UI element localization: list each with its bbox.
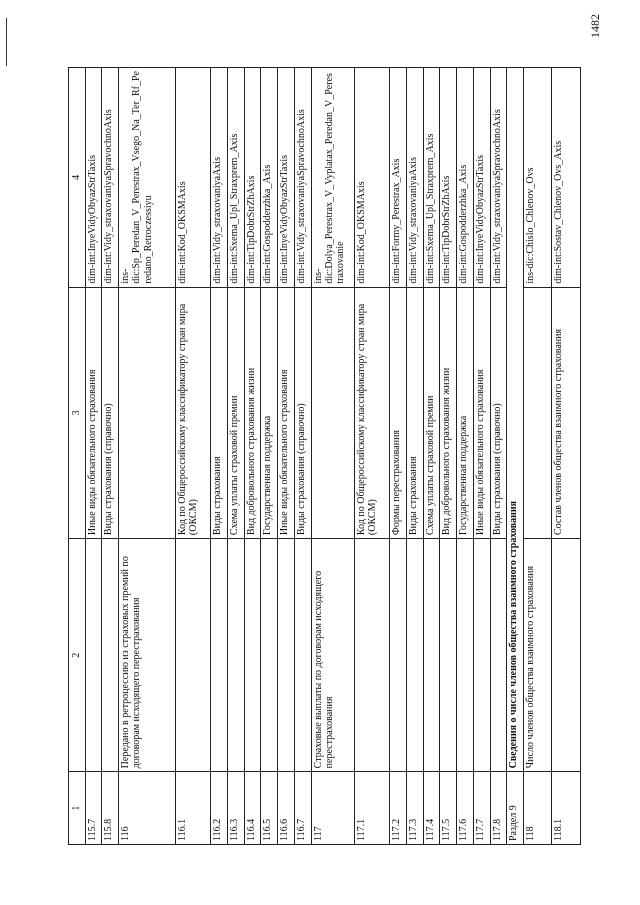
table-row — [261, 68, 278, 845]
indicator-name-cell — [244, 539, 261, 772]
table-row — [423, 68, 440, 845]
indicator-name-cell: Передано в ретроцессию из страховых премий по договорам исходящего перестрахования — [119, 539, 176, 772]
dimension-cell: Виды страхования — [406, 287, 423, 538]
code-cell: ins-dic:Chislo_Chlenov_Ovs — [524, 68, 552, 288]
dimension-cell: Схема уплаты страховой премии — [228, 287, 245, 538]
section-label: Раздел 9 — [507, 772, 524, 845]
row-number-cell: 118.1 — [552, 772, 581, 845]
table-row — [406, 68, 423, 845]
dimension-cell: Виды страхования (справочно) — [294, 287, 311, 538]
row-number-cell: 117.2 — [390, 772, 407, 845]
table-row — [244, 68, 261, 845]
section-title: Сведения о числе членов общества взаимного страхования — [507, 68, 524, 772]
dimension-cell: Иные виды обязательного страхования — [473, 287, 490, 538]
table-row — [175, 68, 210, 845]
row-number-cell: 117.6 — [457, 772, 474, 845]
row-number-cell: 117.5 — [440, 772, 457, 845]
dimension-cell: Схема уплаты страховой премии — [423, 287, 440, 538]
row-number-cell: 117.8 — [490, 772, 507, 845]
row-number-cell: 116.2 — [211, 772, 228, 845]
dimension-cell — [311, 287, 354, 538]
code-cell: dim-int:Kod_OKSMAxis — [175, 68, 210, 288]
row-number-cell: 116.7 — [294, 772, 311, 845]
table-header-row — [69, 68, 86, 845]
indicator-name-cell — [102, 539, 119, 772]
dimension-cell — [119, 287, 176, 538]
dimension-cell — [524, 287, 552, 538]
row-number-cell: 117.3 — [406, 772, 423, 845]
dimension-cell: Вид добровольного страхования жизни — [440, 287, 457, 538]
indicator-name-cell — [294, 539, 311, 772]
table-row — [473, 68, 490, 845]
table-row — [311, 68, 354, 845]
table-row — [211, 68, 228, 845]
code-cell: dim-int:InyeVidyObyazStrTaxis — [278, 68, 295, 288]
dimension-cell: Вид добровольного страхования жизни — [244, 287, 261, 538]
code-cell: dim-int:Gospodderzhka_Axis — [261, 68, 278, 288]
margin-mark — [6, 18, 7, 66]
table-container — [68, 67, 581, 845]
code-cell: dim-int:InyeVidyObyazStrTaxis — [85, 68, 102, 288]
row-number-cell: 116.4 — [244, 772, 261, 845]
code-cell: dim-int:Vidy_straxovaniyaSpravochnoAxis — [294, 68, 311, 288]
dimension-cell: Иные виды обязательного страхования — [278, 287, 295, 538]
code-cell: dim-int:Vidy_straxovaniyaSpravochnoAxis — [102, 68, 119, 288]
row-number-cell: 118 — [524, 772, 552, 845]
indicator-name-cell — [228, 539, 245, 772]
row-number-cell: 117.1 — [354, 772, 389, 845]
table-row — [228, 68, 245, 845]
row-number-cell: 115.8 — [102, 772, 119, 845]
dimension-cell: Виды страхования (справочно) — [490, 287, 507, 538]
dimension-cell: Код по Общероссийскому классификатору стран мира (ОКСМ) — [175, 287, 210, 538]
row-number-cell: 115.7 — [85, 772, 102, 845]
code-cell: ins-dic:Dolya_Perestrax_V_Vyplatax_Peredan_V_Perestraxovanie — [311, 68, 354, 288]
code-cell: dim-int:Vidy_straxovaniyaAxis — [211, 68, 228, 288]
code-cell: dim-int:Sxema_Upl_Straxprem_Axis — [228, 68, 245, 288]
dimension-cell: Формы перестрахования — [390, 287, 407, 538]
table-row — [552, 68, 581, 845]
row-number-cell: 116.5 — [261, 772, 278, 845]
table-row — [457, 68, 474, 845]
indicator-name-cell — [423, 539, 440, 772]
indicator-name-cell — [406, 539, 423, 772]
indicator-name-cell — [175, 539, 210, 772]
code-cell: dim-int:TipDobrStrZhAxis — [244, 68, 261, 288]
table-row — [102, 68, 119, 845]
indicator-name-cell — [473, 539, 490, 772]
table-row — [354, 68, 389, 845]
code-cell: ins-dic:Sp_Peredan_V_Perestrax_Vsego_Na_Ter_Rf_Peredano_Retroczessiyu — [119, 68, 176, 288]
table-row — [85, 68, 102, 845]
indicator-name-cell — [440, 539, 457, 772]
row-number-cell: 117.4 — [423, 772, 440, 845]
code-cell: dim-int:InyeVidyObyazStrTaxis — [473, 68, 490, 288]
table-row — [490, 68, 507, 845]
table-body — [69, 68, 581, 845]
row-number-cell: 116.6 — [278, 772, 295, 845]
table-row — [390, 68, 407, 845]
indicator-name-cell: Страховые выплаты по договорам исходящего перестрахования — [311, 539, 354, 772]
section-row — [507, 68, 524, 845]
dimension-cell: Государственная поддержка — [261, 287, 278, 538]
dimension-cell: Код по Общероссийскому классификатору стран мира (ОКСМ) — [354, 287, 389, 538]
table-row — [119, 68, 176, 845]
indicator-name-cell — [552, 539, 581, 772]
code-cell: dim-int:Gospodderzhka_Axis — [457, 68, 474, 288]
column-header: 3 — [69, 287, 86, 538]
code-cell: dim-int:Sxema_Upl_Straxprem_Axis — [423, 68, 440, 288]
table-row — [524, 68, 552, 845]
page-number: 1482 — [588, 14, 602, 38]
code-cell: dim-int:Formy_Perestrax_Axis — [390, 68, 407, 288]
indicator-name-cell — [278, 539, 295, 772]
row-number-cell: 116.3 — [228, 772, 245, 845]
table-row — [278, 68, 295, 845]
indicator-name-cell: Число членов общества взаимного страхования — [524, 539, 552, 772]
dimension-cell: Иные виды обязательного страхования — [85, 287, 102, 538]
indicator-name-cell — [390, 539, 407, 772]
dimension-cell: Виды страхования (справочно) — [102, 287, 119, 538]
indicator-name-cell — [354, 539, 389, 772]
dimension-cell: Состав членов общества взаимного страхования — [552, 287, 581, 538]
row-number-cell: 117 — [311, 772, 354, 845]
indicator-name-cell — [211, 539, 228, 772]
column-header: 2 — [69, 539, 86, 772]
column-header: 1 — [69, 772, 86, 845]
data-table — [68, 67, 581, 845]
dimension-cell: Виды страхования — [211, 287, 228, 538]
indicator-name-cell — [490, 539, 507, 772]
code-cell: dim-int:TipDobrStrZhAxis — [440, 68, 457, 288]
indicator-name-cell — [85, 539, 102, 772]
row-number-cell: 117.7 — [473, 772, 490, 845]
row-number-cell: 116.1 — [175, 772, 210, 845]
table-row — [440, 68, 457, 845]
code-cell: dim-int:Sostav_Chlenov_Ovs_Axis — [552, 68, 581, 288]
column-header: 4 — [69, 68, 86, 288]
dimension-cell: Государственная поддержка — [457, 287, 474, 538]
code-cell: dim-int:Kod_OKSMAxis — [354, 68, 389, 288]
table-row — [294, 68, 311, 845]
code-cell: dim-int:Vidy_straxovaniyaAxis — [406, 68, 423, 288]
indicator-name-cell — [457, 539, 474, 772]
code-cell: dim-int:Vidy_straxovaniyaSpravochnoAxis — [490, 68, 507, 288]
indicator-name-cell — [261, 539, 278, 772]
row-number-cell: 116 — [119, 772, 176, 845]
